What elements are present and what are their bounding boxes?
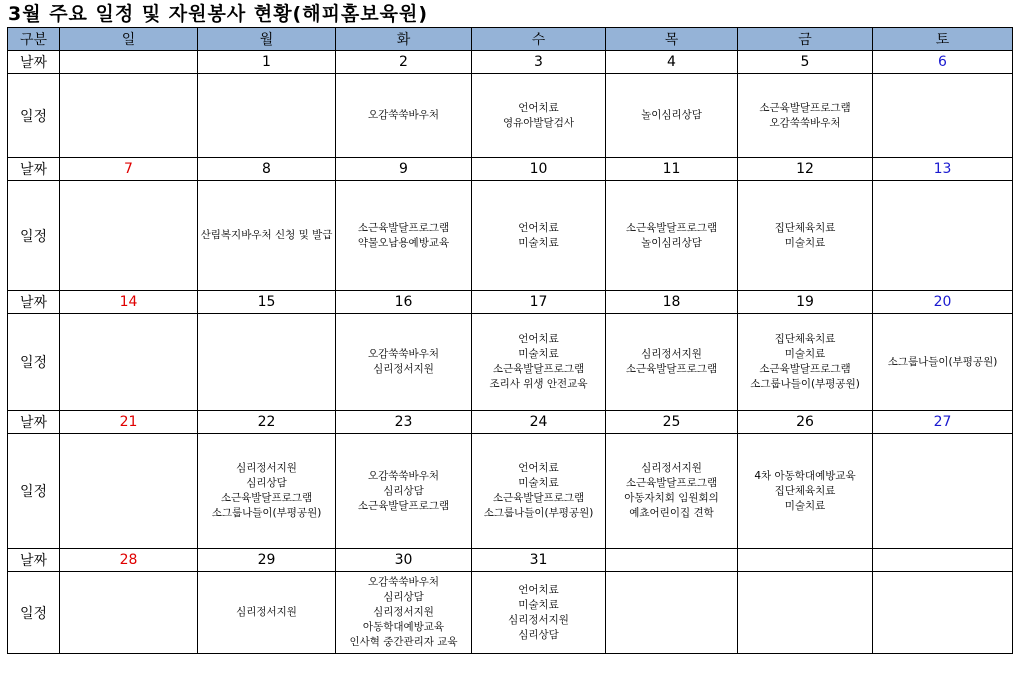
events-row (8, 314, 1013, 411)
event-item: 미술치료 (518, 477, 559, 489)
event-item: 아동학대예방교육 (362, 621, 445, 633)
events-cell (198, 434, 336, 549)
date-cell: 1 (198, 51, 336, 74)
event-item: 인사혁 중간관리자 교육 (349, 636, 458, 648)
header-fri: 금 (738, 28, 873, 51)
event-item: 언어치료 (518, 221, 559, 234)
date-cell: 13 (873, 158, 1013, 181)
date-cell: 29 (198, 549, 336, 572)
event-item: 심리정서지원 (373, 606, 434, 618)
event-item: 소근육발달프로그램 (357, 221, 450, 234)
date-cell: 4 (606, 51, 738, 74)
events-row-label: 일정 (8, 434, 60, 549)
events-row-label: 일정 (8, 74, 60, 158)
date-row-label: 날짜 (8, 51, 60, 74)
event-item: 오감쑥쑥바우처 (367, 576, 439, 588)
event-item: 소근육발달프로그램 (759, 363, 851, 375)
event-item: 집단체육치료 (774, 484, 836, 497)
date-cell: 3 (472, 51, 606, 74)
schedule-table (7, 27, 1013, 654)
event-item: 조리사 위생 안전교육 (489, 378, 588, 390)
events-cell (198, 181, 336, 291)
event-item: 심리상담 (518, 628, 559, 641)
header-sun: 일 (60, 28, 198, 51)
event-item: 소근육발달프로그램 (357, 499, 450, 512)
date-row-label: 날짜 (8, 549, 60, 572)
events-cell (606, 572, 738, 654)
date-cell (738, 549, 873, 572)
date-cell: 21 (60, 411, 198, 434)
event-item: 놀이심리상담 (641, 236, 702, 249)
event-item: 심리정서지원 (373, 363, 434, 375)
date-cell: 31 (472, 549, 606, 572)
event-item: 소그룹나들이(부평공원) (483, 507, 594, 519)
events-row (8, 181, 1013, 291)
events-row (8, 434, 1013, 549)
event-item: 심리정서지원 (508, 613, 569, 626)
event-item: 소그룹나들이(부평공원) (750, 378, 860, 390)
events-row-label: 일정 (8, 314, 60, 411)
events-cell (472, 181, 606, 291)
date-row (8, 51, 1013, 74)
event-item: 미술치료 (784, 499, 826, 512)
date-cell: 14 (60, 291, 198, 314)
event-item: 오감쑥쑥바우처 (367, 109, 439, 121)
events-cell (198, 314, 336, 411)
events-cell (60, 181, 198, 291)
event-item: 심리정서지원 (641, 462, 702, 474)
date-cell: 19 (738, 291, 873, 314)
event-item: 소근육발달프로그램 (759, 101, 851, 114)
date-cell: 24 (472, 411, 606, 434)
event-item: 소그룹나들이(부평공원) (887, 355, 998, 368)
header-category: 구분 (8, 28, 60, 51)
date-cell: 10 (472, 158, 606, 181)
date-cell: 28 (60, 549, 198, 572)
date-cell: 12 (738, 158, 873, 181)
events-cell (336, 74, 472, 158)
date-row-label: 날짜 (8, 158, 60, 181)
events-cell (873, 434, 1013, 549)
event-item: 미술치료 (784, 348, 826, 360)
date-cell: 5 (738, 51, 873, 74)
events-cell (60, 572, 198, 654)
events-cell (606, 434, 738, 549)
events-cell (336, 434, 472, 549)
date-row (8, 158, 1013, 181)
date-cell: 15 (198, 291, 336, 314)
events-cell (198, 74, 336, 158)
events-cell (738, 181, 873, 291)
events-cell (873, 74, 1013, 158)
events-cell (60, 74, 198, 158)
event-item: 산림복지바우처 신청 및 발급 (200, 229, 333, 241)
event-item: 소그룹나들이(부평공원) (211, 507, 322, 519)
events-cell (472, 434, 606, 549)
event-item: 소근육발달프로그램 (220, 492, 313, 504)
events-cell (472, 572, 606, 654)
event-item: 영유아발달검사 (502, 116, 574, 129)
event-item: 오감쑥쑥바우처 (367, 469, 439, 482)
date-row (8, 291, 1013, 314)
date-row-label: 날짜 (8, 291, 60, 314)
date-cell: 26 (738, 411, 873, 434)
event-item: 오감쑥쑥바우처 (769, 116, 841, 129)
event-item: 심리정서지원 (641, 348, 702, 360)
event-item: 심리정서지원 (236, 606, 297, 618)
header-row (8, 28, 1013, 51)
event-item: 아동자치회 임원회의 (624, 492, 719, 504)
header-sat: 토 (873, 28, 1013, 51)
events-cell (606, 314, 738, 411)
header-thu: 목 (606, 28, 738, 51)
date-cell (873, 549, 1013, 572)
event-item: 미술치료 (518, 598, 559, 611)
page-title: 3월 주요 일정 및 자원봉사 현황(해피홈보육원) (8, 3, 429, 25)
event-item: 놀이심리상담 (641, 109, 702, 121)
event-item: 집단체육치료 (774, 221, 836, 234)
event-item: 오감쑥쑥바우처 (367, 348, 439, 360)
date-cell: 20 (873, 291, 1013, 314)
events-cell (336, 181, 472, 291)
event-item: 미술치료 (518, 348, 559, 360)
date-cell: 11 (606, 158, 738, 181)
date-row (8, 411, 1013, 434)
events-cell (60, 314, 198, 411)
events-cell (873, 314, 1013, 411)
event-item: 심리정서지원 (236, 462, 297, 474)
date-cell: 8 (198, 158, 336, 181)
events-cell (336, 572, 472, 654)
event-item: 미술치료 (784, 236, 826, 249)
event-item: 소근육발달프로그램 (625, 363, 718, 375)
date-cell: 23 (336, 411, 472, 434)
event-item: 언어치료 (518, 333, 559, 345)
event-item: 약물오남용예방교육 (357, 236, 450, 249)
events-cell (336, 314, 472, 411)
event-item: 미술치료 (518, 236, 559, 249)
event-item: 언어치료 (518, 101, 559, 114)
events-cell (60, 434, 198, 549)
events-cell (472, 74, 606, 158)
date-row-label: 날짜 (8, 411, 60, 434)
date-cell: 2 (336, 51, 472, 74)
events-cell (873, 181, 1013, 291)
events-cell (472, 314, 606, 411)
events-cell (738, 434, 873, 549)
event-item: 심리상담 (246, 477, 287, 489)
date-cell: 30 (336, 549, 472, 572)
header-wed: 수 (472, 28, 606, 51)
events-cell (606, 74, 738, 158)
date-cell (606, 549, 738, 572)
event-item: 4차 아동학대예방교육 (754, 469, 856, 482)
events-cell (198, 572, 336, 654)
event-item: 소근육발달프로그램 (625, 477, 718, 489)
events-cell (738, 572, 873, 654)
event-item: 소근육발달프로그램 (625, 221, 718, 234)
date-cell: 16 (336, 291, 472, 314)
date-cell: 9 (336, 158, 472, 181)
event-item: 집단체육치료 (774, 333, 836, 345)
date-cell: 17 (472, 291, 606, 314)
events-cell (606, 181, 738, 291)
events-row-label: 일정 (8, 181, 60, 291)
event-item: 언어치료 (518, 462, 559, 474)
date-cell: 18 (606, 291, 738, 314)
events-row-label: 일정 (8, 572, 60, 654)
event-item: 소근육발달프로그램 (492, 363, 585, 375)
events-cell (738, 74, 873, 158)
events-row (8, 74, 1013, 158)
date-cell: 6 (873, 51, 1013, 74)
header-mon: 월 (198, 28, 336, 51)
event-item: 심리상담 (383, 591, 424, 603)
date-cell: 22 (198, 411, 336, 434)
event-item: 심리상담 (383, 484, 424, 497)
date-cell: 7 (60, 158, 198, 181)
events-cell (738, 314, 873, 411)
events-cell (873, 572, 1013, 654)
date-cell: 27 (873, 411, 1013, 434)
date-row (8, 549, 1013, 572)
date-cell (60, 51, 198, 74)
event-item: 언어치료 (518, 583, 559, 596)
event-item: 소근육발달프로그램 (492, 492, 585, 504)
event-item: 예쵸어린이집 견학 (629, 507, 714, 519)
events-row (8, 572, 1013, 654)
header-tue: 화 (336, 28, 472, 51)
date-cell: 25 (606, 411, 738, 434)
